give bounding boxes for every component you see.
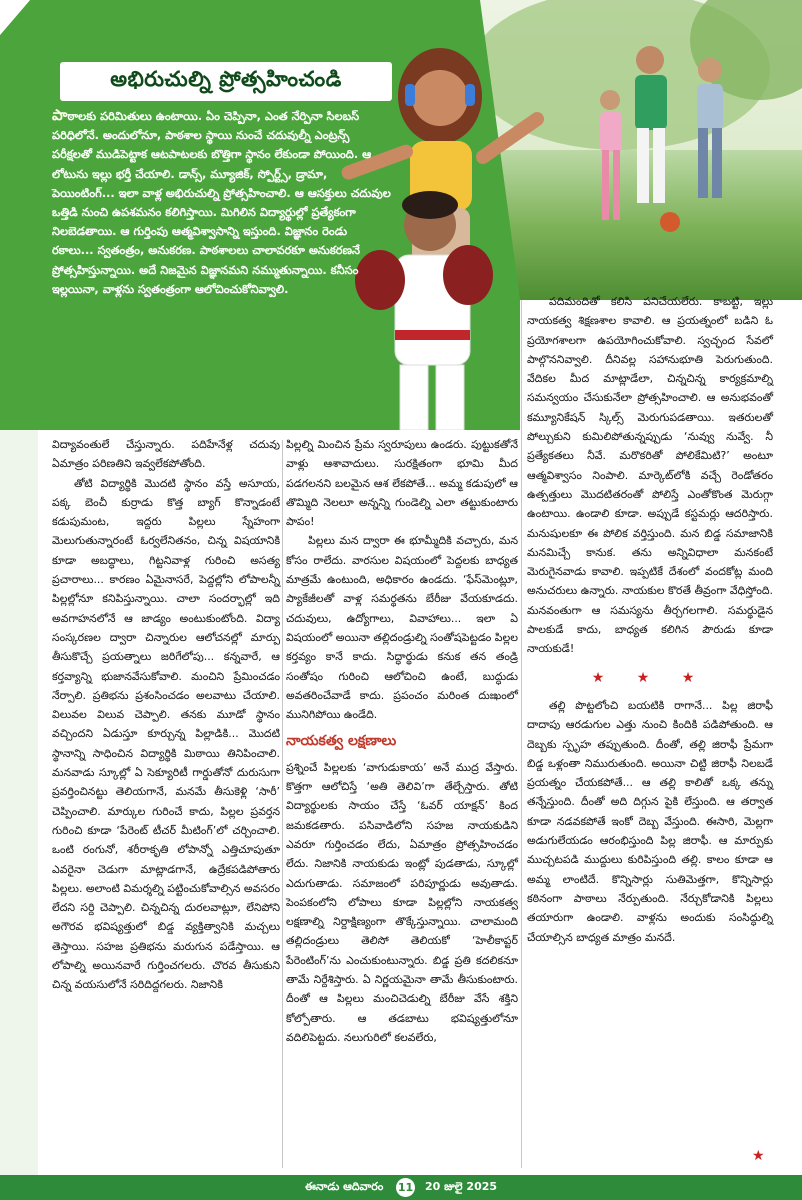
paragraph: పిల్లల్ని మించిన ప్రేమ స్వరూపులు ఉండరు. పుట్టుకతోనే వాళ్లు ఆశావాదులు. సురక్షితంగా భూమి మీద పడగలనని బలమైన ఆశ లేకపోతే... అమ్మ కడుపులో ఆ తొమ్మిది నెలలూ అన్నన్ని గుండెల్ని ఎలా తట్టుకుంటారు పాపం!: [286, 438, 518, 529]
publication-name: ఈనాడు ఆదివారం: [305, 1180, 384, 1193]
body-column-3: [527, 292, 773, 947]
page-footer: [0, 1175, 802, 1200]
left-margin-stripe: [0, 430, 38, 1175]
column-divider: [521, 300, 522, 1168]
paragraph: పదిమందితో కలిసి పనిచేయలేరు. కాబట్టి, ఇల్లు నాయకత్వ శిక్షణశాల కావాలి. ఆ ప్రయత్నంలో బడిని ఓ ప్రయోగశాలగా ఉపయోగించుకోవాలి. స్వచ్ఛంద సేవలో పాల్గొననివ్వాలి. దీనివల్ల సహానుభూతి పెరుగుతుంది. వేదికల మీద మాట్లాడేలా, చిన్నచిన్న కార్యక్రమాల్ని సమన్వయం చేసుకునేలా ప్రోత్సహించాలి. ఆ అనుభవంతో కమ్యూనికేషన్‌ స్కిల్స్‌ మెరుగుపడతాయి. ఇతరులతో పోల్చుకుని కుమిలిపోతున్నప్పుడు ‘నువ్వు నువ్వే. నీ ప్రత్యేకతలు నీవే. మరొకరితో పోలికేమిటి?’ అంటూ ఆత్మవిశ్వాసం నింపాలి. మార్కెట్‌లోకి వచ్చే రెండోతరం ఉత్పత్తులు మొదటితరంతో పోలిస్తే ఎంతోకొంత మెరుగ్గా ఉంటాయి. ఉండాలి కూడా. అప్పుడే కస్టమర్లు ఆదరిస్తారు. మనుషులకూ ఈ పోలిక వర్తిస్తుంది. మన బిడ్డ సమాజానికి మనమిచ్చే కానుక. తను అన్నివిధాలా మనకంటే మెరుగైనవాడు కావాలి. ఇప్పటికే దేశంలో వందకోట్ల మంది అనుచరులు ఉన్నారు. నాయకుల కొరతే తీవ్రంగా వేధిస్తోంది. మనవంతుగా ఆ సమస్యను తీర్చగలగాలి. సమర్థుడైన పాలకుడే కాదు, బాధ్యత కలిగిన పౌరుడు కూడా నాయకుడే!: [527, 295, 773, 656]
paragraph: పిల్లలు మన ద్వారా ఈ భూమ్మీదికి వచ్చారు, మన కోసం రాలేదు. వారసుల విషయంలో పెద్దలకు బాధ్యత మాత్రమే ఉంటుంది, అధికారం ఉండదు. ‘ఫేస్‌మెంట్లూ, ప్యాకేజీలతో వాళ్ల సమర్థతను బేరీజు వేయకూడదు. చదువులు, ఉద్యోగాలు, వివాహాలు... ఇలా ఏ విషయంలో అయినా తల్లిదండ్రుల్ని సంతోషపెట్టడం పిల్లల కర్తవ్యం కానే కాదు. సిద్ధార్థుడు కనుక తన తండ్రి సంతోషం గురించి ఆలోచించి ఉంటే, బుద్ధుడు అవతరించేవాడే కాదు. ప్రపంచం మరింత దుఃఖంలో మునిగిపోయి ఉండేది.: [286, 534, 518, 722]
intro-paragraph: [52, 106, 392, 299]
intro-text: ఠాలకు పరిమితులు ఉంటాయి. ఏం చెప్పినా, ఎంత నేర్పినా సిలబస్‌ పరిధిలోనే. అందులోనూ, పాఠశాల స్థాయి నుంచే చదువుల్నీ ఎంట్రన్స్‌ పరీక్షలతో ముడిపెట్టాక ఆటపాటలకు బొత్తిగా స్థానం లేకుండా పోయింది. ఆ లోటును ఇల్లు భర్తీ చేయాలి. డాన్స్‌, మ్యూజిక్‌, స్పోర్ట్స్‌, డ్రామా, పెయింటింగ్‌... ఇలా వాళ్ల అభిరుచుల్ని ప్రోత్సహించాలి. ఆ ఆసక్తులు చదువుల ఒత్తిడి నుంచి ఉపశమనం కలిగిస్తాయి. మిగిలిన విద్యార్థుల్లో ప్రత్యేకంగా నిలబెడతాయి. ఆ గుర్తింపు ఆత్మవిశ్వాసాన్ని ఇస్తుంది. విజ్ఞానం రెండు రకాలు... స్వతంత్రం, అనుకరణ. పాఠశాలలు చాలావరకూ అనుకరణనే ప్రోత్సహిస్తున్నాయి. అదే నిజమైన విజ్ఞానమని నమ్ముతున్నాయి. కనీసం ఇల్లయినా, వాళ్లను స్వతంత్రంగా ఆలోచించుకోనివ్వాలి.: [52, 109, 391, 296]
issue-date: 20 జులై 2025: [425, 1180, 498, 1193]
paragraph: విద్యావంతులే చేస్తున్నారు. పదిహేనేళ్ల చదువు ఏమాత్రం పరిణతిని ఇవ్వలేకపోతోంది.: [52, 438, 280, 471]
column-divider: [282, 440, 283, 1168]
intro-drop-cap: పా: [52, 106, 68, 124]
paragraph: ప్రశ్నించే పిల్లలకు ‘వాగుడుకాయ’ అనే ముద్ర వేస్తారు. కొత్తగా ఆలోచిస్తే ‘అతి తెలివి’గా తేల్చేస్తారు. తోటి విద్యార్థులకు సాయం చేస్తే ‘ఓవర్‌ యాక్షన్‌’ కింద జమకడతారు. పసివాడిలోని సహజ నాయకుడిని ఎవరూ గుర్తించడం లేదు, ఏమాత్రం ప్రోత్సహించడం లేదు. నిజానికి నాయకుడు ఇంట్లో పుడతాడు, స్కూల్లో ఎదుగుతాడు. సమాజంలో పరిపూర్ణుడు అవుతాడు. పెంపకంలోని లోపాలు కూడా పిల్లల్లోని నాయకత్వ లక్షణాల్ని నిర్దాక్షిణ్యంగా తొక్కేస్తున్నాయి. చాలామంది తల్లిదండ్రులు తెలిసో తెలియకో ‘హెలీకాప్టర్‌ పేరెంటింగ్‌’ను ఎంచుకుంటున్నారు. బిడ్డ ప్రతి కదలికనూ తామే నిర్దేశిస్తారు. ఏ నిర్ణయమైనా తామే తీసుకుంటారు. దీంతో ఆ పిల్లలు మంచిచెడుల్ని బేరీజు వేసే శక్తిని కోల్పోతారు. ఆ తడబాటు భవిష్యత్తులోనూ వదిలిపెట్టదు. నలుగురిలో కలవలేరు,: [286, 760, 518, 1044]
paragraph: తోటి విద్యార్థికి మొదటి స్థానం వస్తే అసూయ, పక్క బెంచీ కుర్రాడు కొత్త బ్యాగ్‌ కొన్నాడంటే కడుపుమంట, ఇద్దరు పిల్లలు స్నేహంగా మెలుగుతున్నారంటే ఓర్వలేనితనం, చిన్న విషయానికి కూడా అబద్ధాలు, గిట్టనివాళ్ల గురించి అసత్య ప్రచారాలు... కారణం ఏమైనాసరే, పెద్దల్లోని లోపాలన్నీ పిల్లల్లోనూ కనిపిస్తున్నాయి. చాలా సందర్భాల్లో ఇది అవగాహనలోనే ఆ జాడ్యం అంటుకుంటోంది. విద్యా సంస్కరణల ద్వారా చిన్నారుల ఆలోచనల్లో మార్పు తీసుకొచ్చే ప్రయత్నాలు జరిగేలోపు... కన్నవారే, ఆ కర్తవ్యాన్ని భుజానవేసుకోవాలి. మంచిని ప్రేమించడం నేర్పాలి. ప్రతిభను ప్రశంసించడం అలవాటు చేయాలి. విలువల విలువ చెప్పాలి. తనకు మూడో స్థానం వచ్చిందని ఏడుస్తూ కూర్చున్న పిల్లాడికి... మొదటి స్థానాన్ని సాధించిన విద్యార్థికి మిఠాయి తినిపించాలి. మనవాడు స్కూల్లో ఏ సెక్యూరిటీ గార్డుతోనో దురుసుగా ప్రవర్తించినట్టు తెలియగానే, మనమే తీసుకెళ్లి ‘సారీ’ చెప్పించాలి. మార్కుల గురించే కాదు, పిల్లల ప్రవర్తన గురించి కూడా ‘పేరెంట్‌ టీచర్‌ మీటింగ్‌’లో చర్చించాలి. ఒంటి రంగునో, శరీరాకృతి లోపాన్నో ఎత్తిచూపుతూ ఎవరైనా చెడుగా మాట్లాడగానే, ఉద్రేకపడిపోతారు పిల్లలు. అలాంటి విమర్శల్ని పట్టించుకోవాల్సిన అవసరం లేదని సర్ది చెప్పాలి. చిన్నచిన్న దురలవాట్లూ, లేనిపోని అగౌరవ భవిష్యత్తులో బిడ్డ వ్యక్తిత్వానికి మచ్చలు తెస్తాయి. సహజ ప్రతిభను మరుగున పడేస్తాయి. ఆ లోపాల్ని అయినవారే గుర్తించగలరు. చొరవ తీసుకుని చిన్న వయసులోనే సరిదిద్దగలరు. నిజానికి: [52, 476, 280, 992]
paragraph: తల్లి పొట్టలోంచి బయటికి రాగానే... పిల్ల జిరాఫీ దాదాపు ఆరడుగుల ఎత్తు నుంచి కిందికి పడిపోతుంది. ఆ దెబ్బకు స్పృహ తప్పుతుంది. దీంతో, తల్లి జిరాఫీ ప్రేమగా బిడ్డ ఒళ్లంతా నిమురుతుంది. అయినా చిట్టి జిరాఫీ నిలబడే ప్రయత్నం చేయకపోతే... ఆ తల్లి కాలితో ఒక్క తన్ను తన్నేస్తుంది. దీంతో అది దిగ్గున పైకి లేస్తుంది. ఆ తర్వాత కూడా నడవకపోతే ఇంకో దెబ్బ వేస్తుంది. ఈసారి, మెల్లగా అడుగులేయడం ఆరంభిస్తుంది పిల్ల జిరాఫీ. ఆ మార్పుకు ముచ్చటపడి ముద్దులు కురిపిస్తుంది తల్లి. కాలం కూడా ఆ అమ్మ లాంటిదే. కొన్నిసార్లు సుతిమెత్తగా, కొన్నిసార్లు కఠినంగా పాఠాలు నేర్పుతుంది. నేర్చుకోడానికి పిల్లలు తయారుగా ఉండాలి. వాళ్లను అందుకు సంసిద్ధుల్ని చేయాల్సిన బాధ్యత మాత్రం మనదే.: [527, 698, 773, 944]
body-column-1: [52, 435, 280, 995]
article-title: అభిరుచుల్ని ప్రోత్సహించండి: [60, 62, 392, 101]
body-column-2: [286, 435, 518, 1047]
page-number: 11: [396, 1178, 415, 1197]
section-subhead: నాయకత్వ లక్షణాలు: [286, 733, 397, 750]
end-of-article-star-icon: ★: [752, 1148, 765, 1164]
section-break-stars: ★ ★ ★: [591, 669, 709, 686]
